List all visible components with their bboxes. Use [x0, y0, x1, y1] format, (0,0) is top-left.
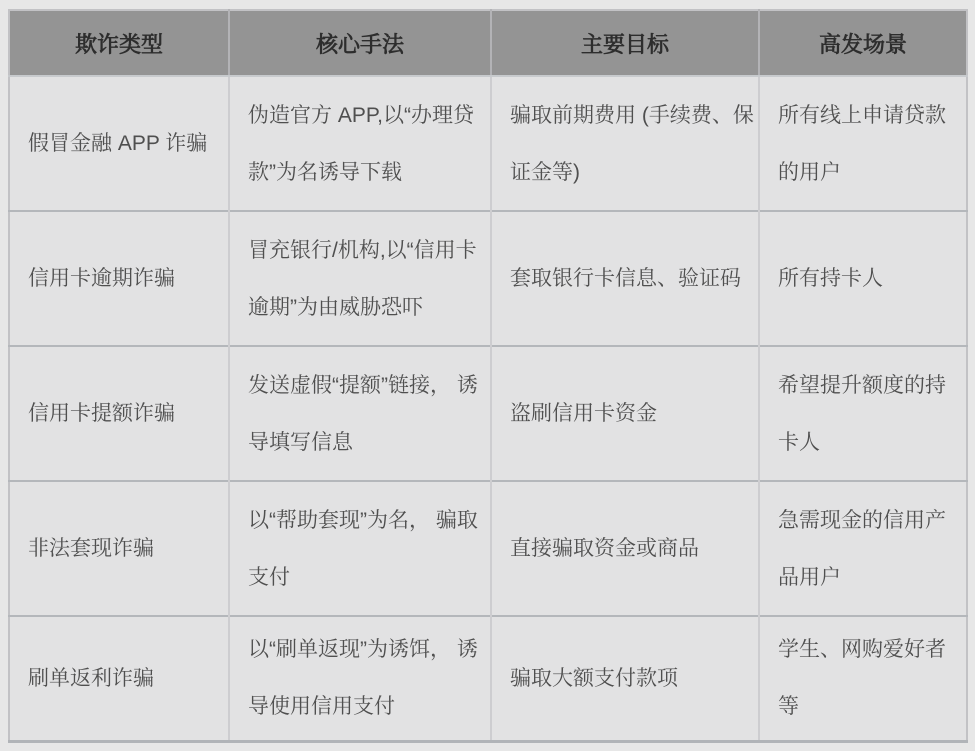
- cell-common-scenario: 所有持卡人: [759, 211, 967, 346]
- column-header-fraud-type: 欺诈类型: [9, 10, 229, 76]
- table-header: [9, 10, 967, 76]
- table-row: [9, 481, 967, 616]
- table-row: [9, 346, 967, 481]
- column-header-core-method: 核心手法: [229, 10, 491, 76]
- cell-common-scenario: 学生、网购爱好者等: [759, 616, 967, 741]
- cell-core-method: 伪造官方 APP,以“办理贷款”为名诱导下载: [229, 76, 491, 211]
- table-row: [9, 211, 967, 346]
- table-row: [9, 76, 967, 211]
- cell-main-target: 骗取大额支付款项: [491, 616, 759, 741]
- cell-fraud-type: 刷单返利诈骗: [9, 616, 229, 741]
- cell-fraud-type: 非法套现诈骗: [9, 481, 229, 616]
- cell-core-method: 以“刷单返现”为诱饵， 诱导使用信用支付: [229, 616, 491, 741]
- cell-core-method: 冒充银行/机构,以“信用卡逾期”为由威胁恐吓: [229, 211, 491, 346]
- cell-main-target: 套取银行卡信息、验证码: [491, 211, 759, 346]
- cell-common-scenario: 急需现金的信用产品用户: [759, 481, 967, 616]
- table-header-row: [9, 10, 967, 76]
- cell-common-scenario: 希望提升额度的持卡人: [759, 346, 967, 481]
- cell-fraud-type: 信用卡提额诈骗: [9, 346, 229, 481]
- cell-main-target: 直接骗取资金或商品: [491, 481, 759, 616]
- cell-core-method: 发送虚假“提额”链接， 诱导填写信息: [229, 346, 491, 481]
- table-row: [9, 616, 967, 741]
- cell-core-method: 以“帮助套现”为名， 骗取支付: [229, 481, 491, 616]
- table-body: [9, 76, 967, 741]
- cell-common-scenario: 所有线上申请贷款的用户: [759, 76, 967, 211]
- cell-fraud-type: 信用卡逾期诈骗: [9, 211, 229, 346]
- fraud-types-table: [8, 9, 968, 743]
- column-header-main-target: 主要目标: [491, 10, 759, 76]
- cell-main-target: 盗刷信用卡资金: [491, 346, 759, 481]
- column-header-common-scenario: 高发场景: [759, 10, 967, 76]
- cell-fraud-type: 假冒金融 APP 诈骗: [9, 76, 229, 211]
- cell-main-target: 骗取前期费用 (手续费、保证金等): [491, 76, 759, 211]
